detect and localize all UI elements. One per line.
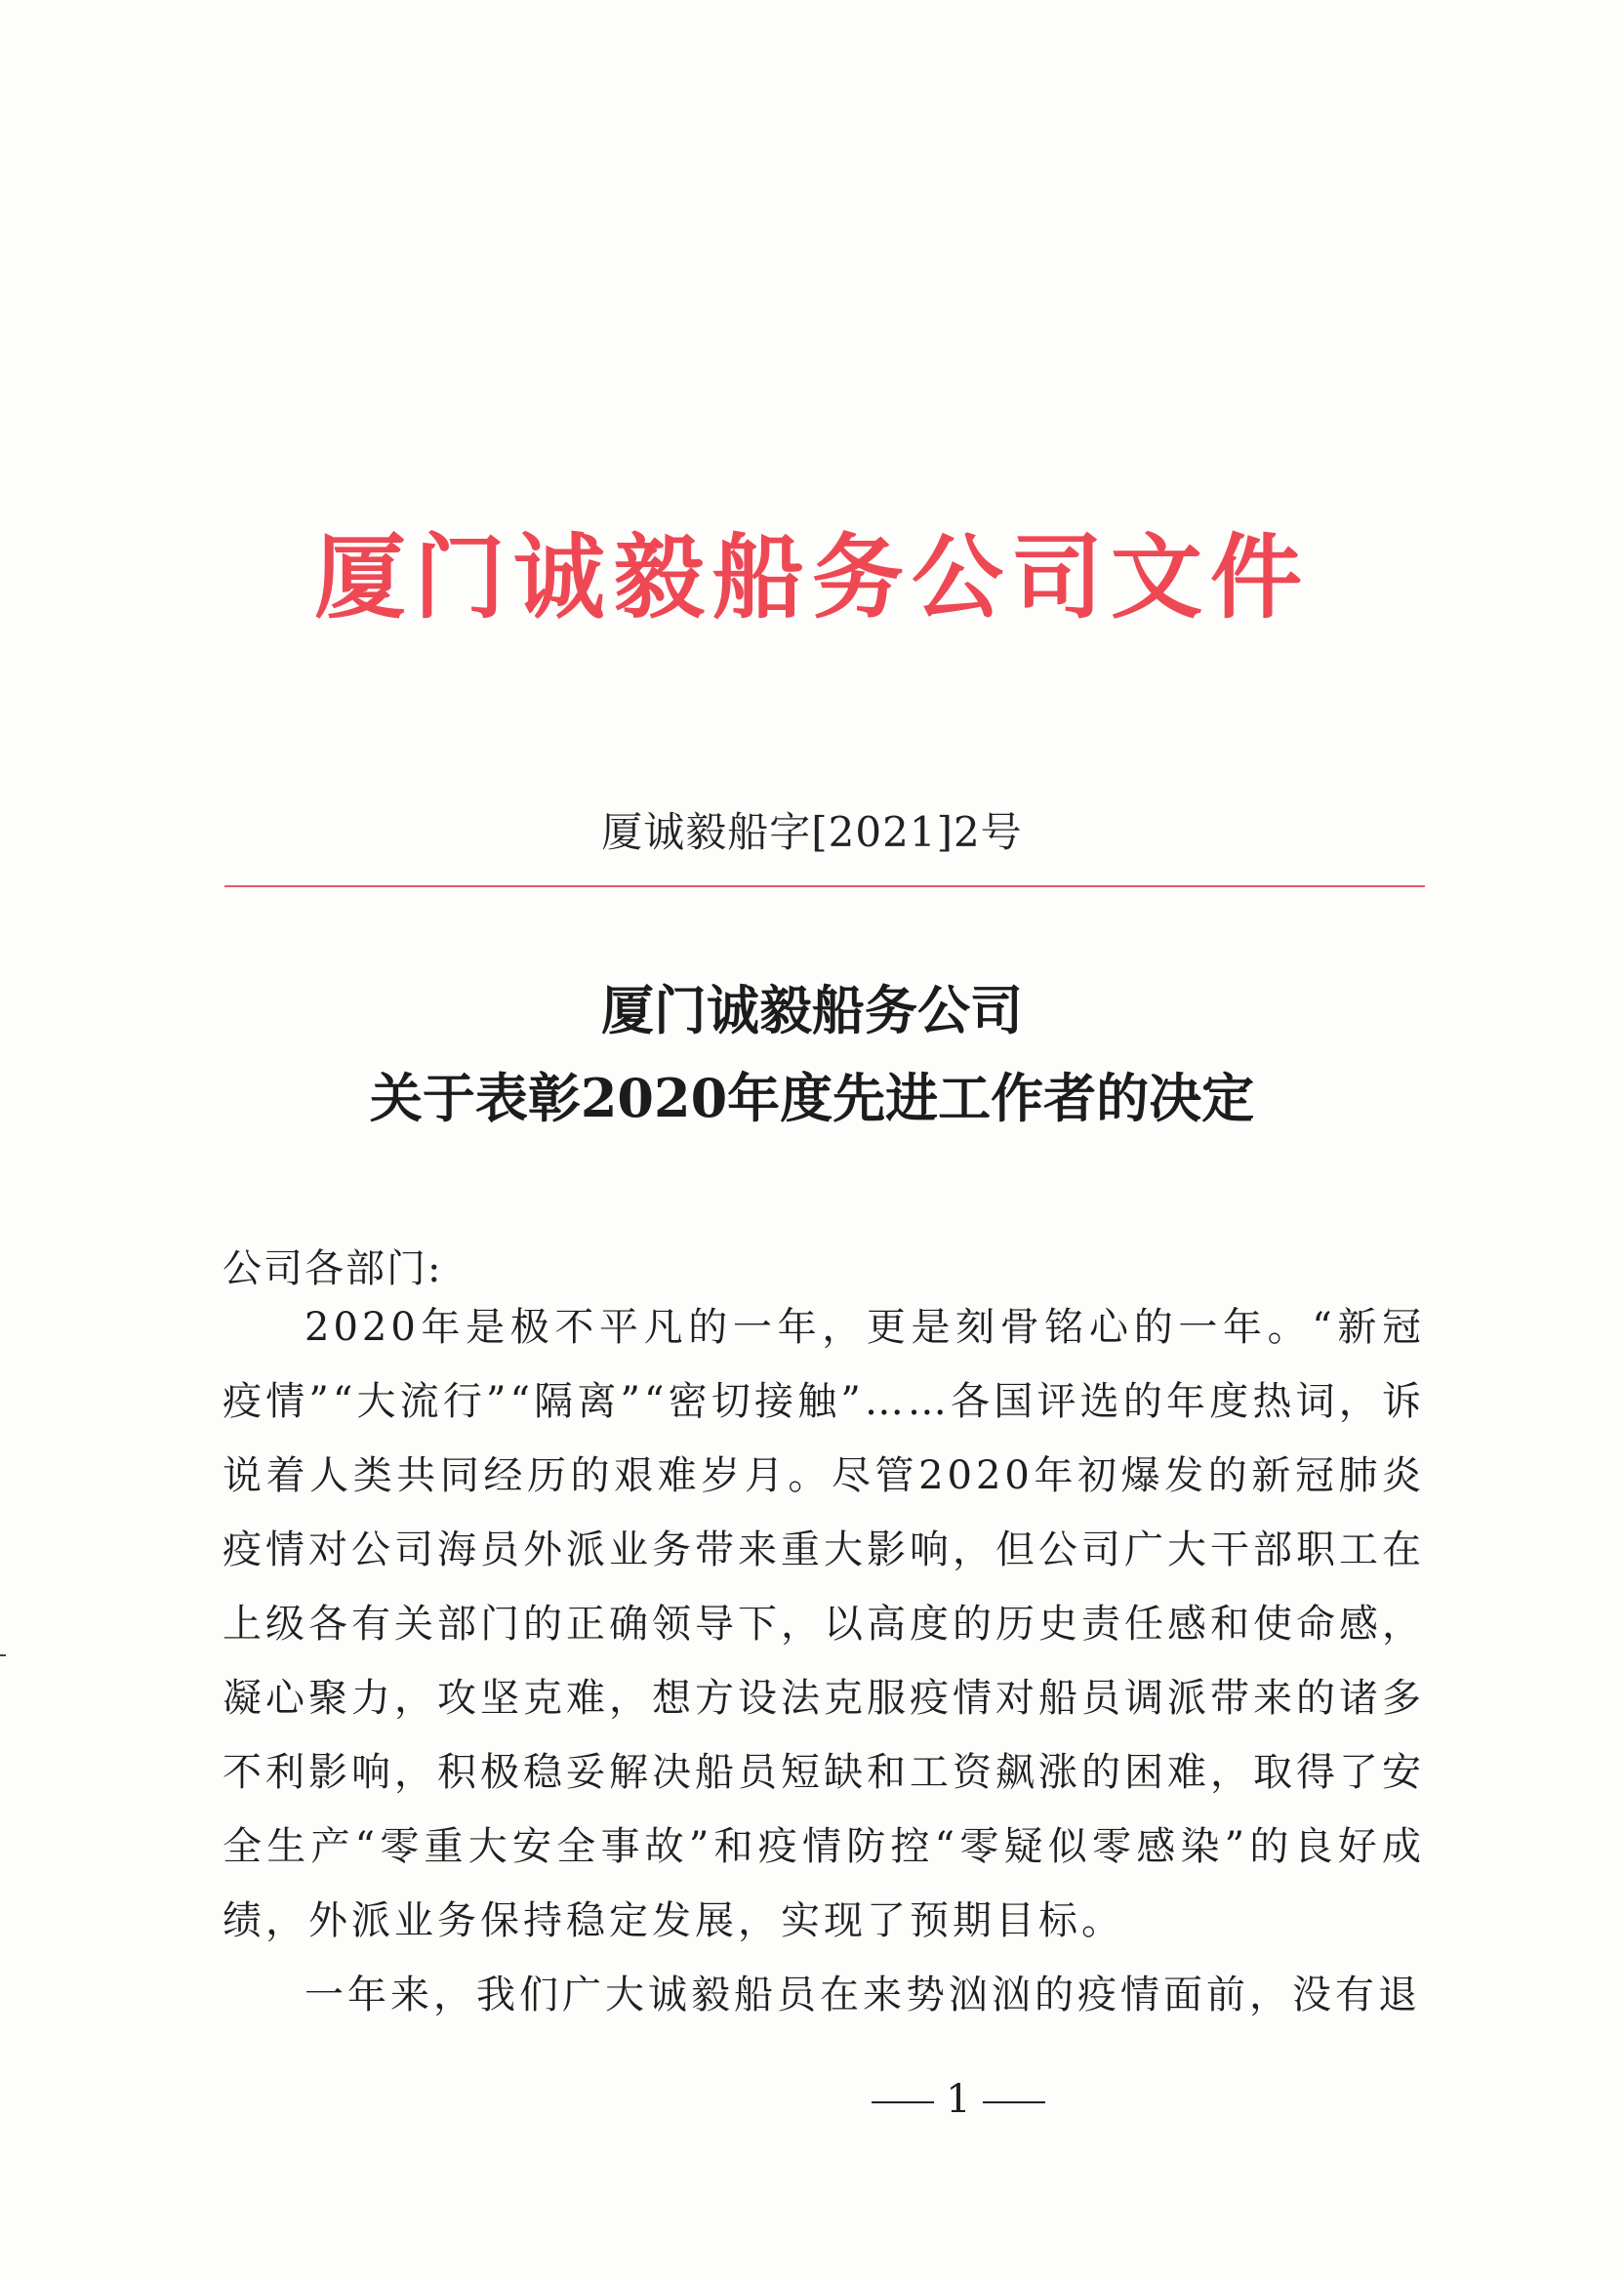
red-divider-line [224,885,1425,887]
page-number-dash-left [872,2101,934,2103]
page-number-dash-right [983,2101,1045,2103]
document-header-title: 厦门诚毅船务公司文件 [313,524,1310,631]
paragraph-2: 一年来，我们广大诚毅船员在来势汹汹的疫情面前，没有退 [304,1973,1421,2017]
paragraph-1: 2020年是极不平凡的一年，更是刻骨铭心的一年。“新冠疫情”“大流行”“隔离”“密切接触”……各国评选的年度热词，诉说着人类共同经历的艰难岁月。尽管2020年初爆发的新冠肺炎疫情对公司海员外派业务带来重大影响，但公司广大干部职工在上级各有关部门的正确领导下，以高度的历史责任感和使命感，凝心聚力，攻坚克难，想方设法克服疫情对船员调派带来的诸多不利影响，积极稳妥解决船员短缺和工资飙涨的困难，取得了安全生产“零重大安全事故”和疫情防控“零疑似零感染”的良好成绩，外派业务保持稳定发展，实现了预期目标。 [223,1305,1425,1943]
salutation: 公司各部门: [223,1246,443,1291]
document-number: 厦诚毅船字[2021]2号 [601,808,1023,856]
binding-edge-mark [0,1654,6,1656]
page-number-value: 1 [946,2077,971,2122]
page-number [0,2077,1624,2122]
title-line-2: 关于表彰2020年度先进工作者的决定 [369,1067,1255,1129]
body-text [223,1290,1425,2032]
title-line-1: 厦门诚毅船务公司 [601,979,1023,1041]
